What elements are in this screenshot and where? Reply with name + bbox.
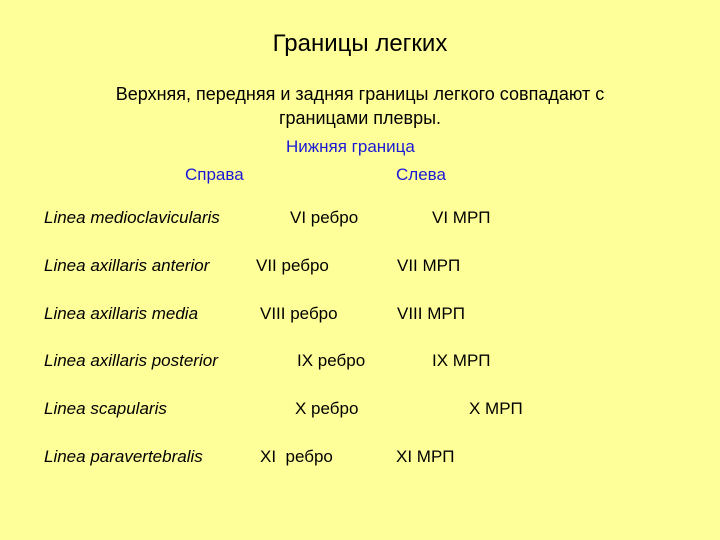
slide-title: Границы легких (272, 30, 448, 57)
row-left-value: X МРП (469, 399, 523, 418)
row-line-label: Linea medioclavicularis (44, 208, 220, 227)
left-column-heading: Слева (396, 165, 446, 184)
row-line-label: Linea axillaris media (44, 304, 199, 323)
lower-border-heading: Нижняя граница (286, 137, 415, 156)
row-line-label: Linea scapularis (44, 399, 167, 418)
row-left-value: VIII МРП (397, 304, 465, 323)
intro-line-1: Верхняя, передняя и задняя границы легкого совпадают с (115, 84, 605, 104)
right-column-heading: Справа (185, 165, 244, 184)
intro-line-2: границами плевры. (278, 108, 442, 128)
row-right-value: IX ребро (297, 351, 366, 370)
row-right-value: XI ребро (260, 447, 333, 466)
row-line-label: Linea axillaris anterior (44, 256, 210, 275)
row-left-value: IX МРП (432, 351, 491, 370)
row-line-label: Linea paravertebralis (44, 447, 203, 466)
row-right-value: VII ребро (256, 256, 329, 275)
row-right-value: VI ребро (290, 208, 359, 227)
row-left-value: VI МРП (432, 208, 491, 227)
row-left-value: XI МРП (396, 447, 455, 466)
row-line-label: Linea axillaris posterior (44, 351, 218, 370)
row-left-value: VII МРП (397, 256, 461, 275)
row-right-value: X ребро (295, 399, 359, 418)
row-right-value: VIII ребро (260, 304, 338, 323)
